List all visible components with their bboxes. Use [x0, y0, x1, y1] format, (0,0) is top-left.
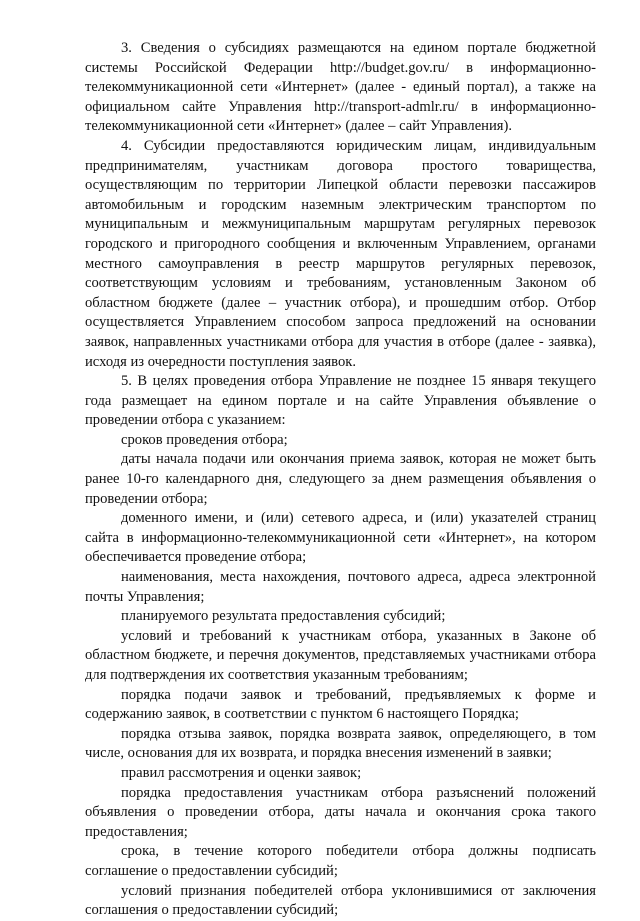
list-item: планируемого результата предоставления субсидий; — [121, 608, 446, 625]
list-item: порядка подачи заявок и требований, предъявляемых к форме и содержанию заявок, в соответствии с пунктом 6 настоящего Порядка; — [85, 686, 596, 723]
paragraph-item-4: 4. Субсидии предоставляются юридическим лицам, индивидуальным предпринимателям, участникам договора простого товарищества, осуществляющим по территории Липецкой области перевозки пассажиров автомобильным и городским наземным электрическим транспортом по муниципальным и межмуниципальным маршрутам регулярных перевозок городского и пригородного сообщения и включенным Управлением, органами местного самоуправления в реестр маршрутов регулярных перевозок, соответствующим условиям и требованиям, установленным Законом об областном бюджете (далее – участник отбора), и прошедшим отбор. Отбор осуществляется Управлением способом запроса предложений на основании заявок, направленных участниками отбора для участия в отборе (далее - заявка), исходя из очередности поступления заявок. — [85, 137, 596, 370]
list-item: сроков проведения отбора; — [121, 431, 288, 448]
list-item: даты начала подачи или окончания приема заявок, которая не может быть ранее 10-го календарного дня, следующего за днем размещения объявления о проведении отбора; — [85, 451, 596, 507]
document-body — [85, 39, 596, 921]
list-item: правил рассмотрения и оценки заявок; — [121, 764, 362, 781]
list-item: срока, в течение которого победители отбора должны подписать соглашение о предоставлении субсидий; — [85, 843, 596, 879]
list-item: доменного имени, и (или) сетевого адреса, и (или) указателей страниц сайта в информационно-телекоммуникационной сети «Интернет», на котором обеспечивается проведение отбора; — [85, 510, 596, 566]
list-item: наименования, места нахождения, почтового адреса, адреса электронной почты Управления; — [85, 569, 596, 605]
paragraph-item-3: 3. Сведения о субсидиях размещаются на едином портале бюджетной системы Российской Федерации http://budget.gov.ru/ в информационно-телекоммуникационной сети «Интернет» (далее - единый портал), а также на официальном сайте Управления http://transport-admlr.ru/ в информационно-телекоммуникационной сети «Интернет» (далее – сайт Управления). — [85, 40, 596, 135]
list-item: порядка отзыва заявок, порядка возврата заявок, определяющего, в том числе, основания для их возврата, и порядка внесения изменений в заявки; — [85, 725, 596, 762]
list-item: порядка предоставления участникам отбора разъяснений положений объявления о проведении отбора, даты начала и окончания срока такого предоставления; — [85, 784, 596, 840]
list-item: условий и требований к участникам отбора, указанных в Законе об областном бюджете, и перечня документов, представляемых участниками отбора для подтверждения их соответствия указанным требованиям; — [85, 627, 596, 683]
list-item: условий признания победителей отбора уклонившимися от заключения соглашения о предоставлении субсидий; — [85, 882, 596, 919]
paragraph-item-5: 5. В целях проведения отбора Управление не позднее 15 января текущего года размещает на едином портале и на сайте Управления объявление о проведении отбора с указанием: — [85, 373, 596, 429]
